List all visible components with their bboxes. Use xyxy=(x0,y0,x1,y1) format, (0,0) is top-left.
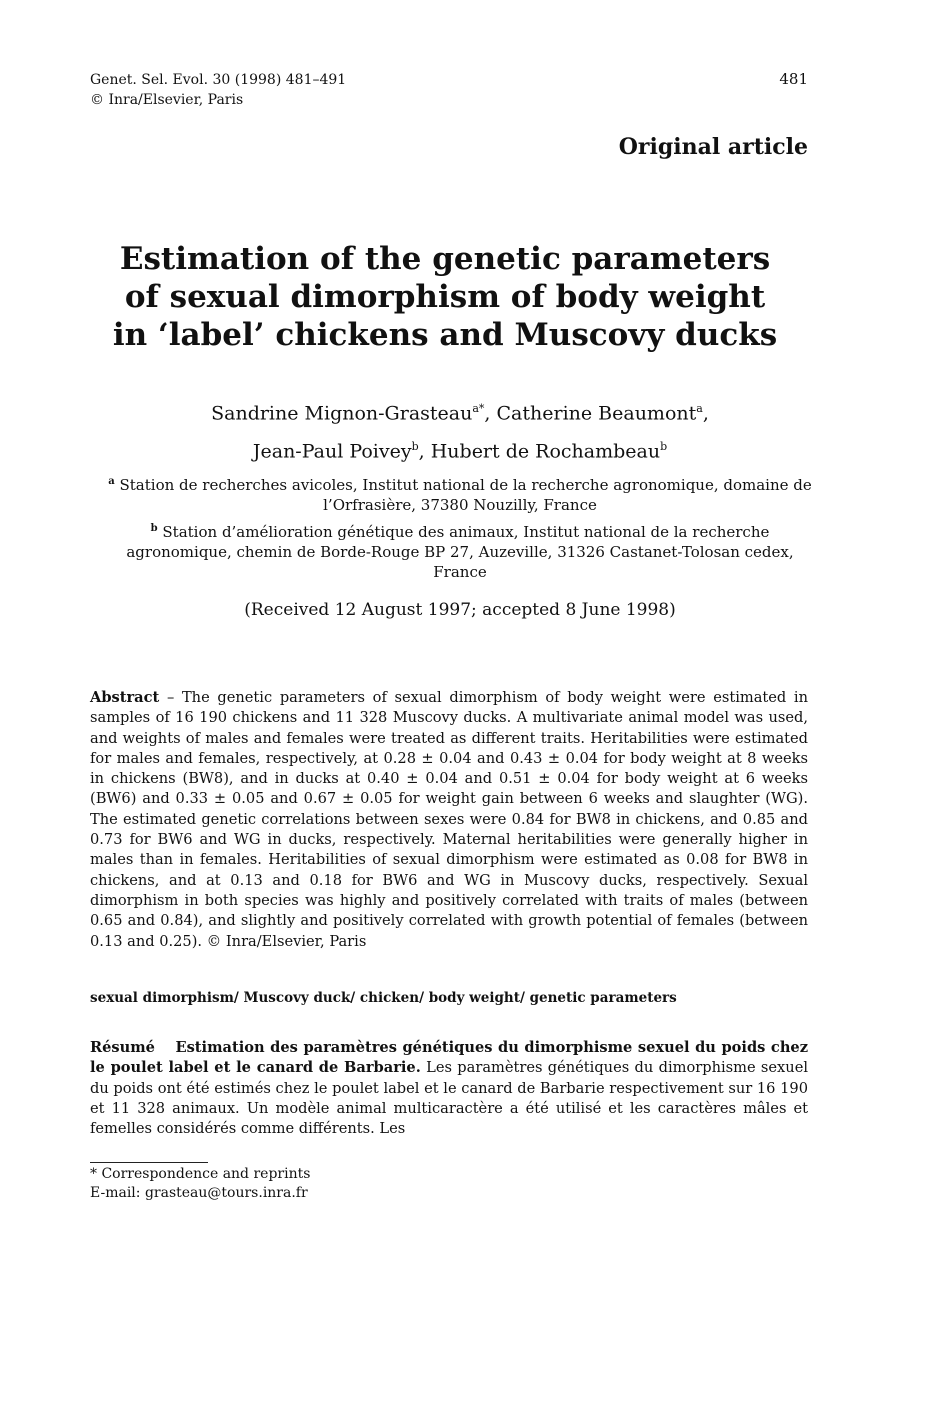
resume-text: Les paramètres génétiques du dimorphisme sexuel du poids ont été estimés chez le poulet label et le canard de Barbarie respectivement sur 16 190 et 11 328 animaux. Un modèle animal multicaractère a été utilisé et les caractères mâles et femelles considérés comme différents. Les xyxy=(90,1059,808,1138)
title-line-3: in ‘label’ chickens and Muscovy ducks xyxy=(112,317,778,353)
author-name: Sandrine Mignon-Grasteau xyxy=(211,402,473,425)
keywords: sexual dimorphism/ Muscovy duck/ chicken/ body weight/ genetic parameters xyxy=(90,990,677,1006)
abstract-label: Abstract xyxy=(90,689,160,706)
author-name: Jean-Paul Poivey xyxy=(252,440,412,463)
publisher-line: © Inra/Elsevier, Paris xyxy=(90,92,244,108)
author-line-2 xyxy=(80,430,840,468)
affiliation-text: Station d’amélioration génétique des animaux, Institut national de la recherche agronomique, chemin de Borde-Rouge BP 27, Auzeville, 31326 Castanet-Tolosan cedex, France xyxy=(126,523,794,581)
affiliations xyxy=(100,472,820,586)
page-number: 481 xyxy=(779,70,808,88)
resume-title: Estimation des paramètres génétiques du dimorphisme sexuel du poids chez le poulet label et le canard de Barbarie. xyxy=(90,1039,809,1077)
affiliation-mark: a xyxy=(108,476,115,487)
article-type: Original article xyxy=(618,134,808,160)
footnote-email: E-mail: grasteau@tours.inra.fr xyxy=(90,1185,308,1201)
author-separator: , xyxy=(702,402,709,425)
author-affil-mark: b xyxy=(660,440,668,454)
abstract-text: – The genetic parameters of sexual dimorphism of body weight were estimated in samples of 16 190 chickens and 11 328 Muscovy ducks. A multivariate animal model was used, and weights of males and females were treated as different traits. Heritabilities were estimated for males and females, respectively, at 0.28 ± 0.04 and 0.43 ± 0.04 for body weight at 8 weeks in chickens (BW8), and in ducks at 0.40 ± 0.04 and 0.51 ± 0.04 for body weight at 6 weeks (BW6) and 0.33 ± 0.05 and 0.67 ± 0.05 for weight gain between 6 weeks and slaughter (WG). The estimated genetic correlations between sexes were 0.84 for BW8 in chickens, and 0.85 and 0.73 for BW6 and WG in ducks, respectively. Maternal heritabilities were generally higher in males than in females. Heritabilities of sexual dimorphism were estimated as 0.08 for BW8 in chickens, and at 0.13 and 0.18 for BW6 and WG in Muscovy ducks, respectively. Sexual dimorphism in both species was highly and positively correlated with traits of males (between 0.65 and 0.84), and slightly and positively correlated with growth potential of females (between 0.13 and 0.25). © Inra/Elsevier, Paris xyxy=(90,689,808,950)
affiliation-mark: b xyxy=(150,523,158,534)
title-line-1: Estimation of the genetic parameters xyxy=(119,241,771,277)
author-separator: , xyxy=(418,440,431,463)
footnote-correspondence: * Correspondence and reprints xyxy=(90,1166,311,1182)
author-affil-mark: a* xyxy=(472,402,485,415)
author-list xyxy=(80,392,840,469)
received-dates: (Received 12 August 1997; accepted 8 June 1998) xyxy=(244,600,676,620)
affiliation-b xyxy=(100,519,820,582)
author-line-1 xyxy=(80,392,840,430)
journal-citation xyxy=(90,70,346,110)
journal-line: Genet. Sel. Evol. 30 (1998) 481–491 xyxy=(90,72,347,88)
author-name: Catherine Beaumont xyxy=(496,402,697,425)
title-line-2: of sexual dimorphism of body weight xyxy=(124,279,766,315)
footnote-rule xyxy=(90,1162,208,1163)
footnote xyxy=(90,1165,310,1203)
paper-title xyxy=(80,240,810,354)
affiliation-a xyxy=(100,472,820,515)
resume-label: Résumé xyxy=(90,1039,155,1056)
author-affil-mark: b xyxy=(411,440,419,454)
affiliation-text: Station de recherches avicoles, Institut national de la recherche agronomique, domaine de l’Orfrasière, 37380 Nouzilly, France xyxy=(119,476,812,514)
author-name: Hubert de Rochambeau xyxy=(430,440,661,463)
resume xyxy=(90,1038,808,1139)
author-separator: , xyxy=(484,402,497,425)
abstract xyxy=(90,688,808,952)
author-affil-mark: a xyxy=(696,402,703,415)
